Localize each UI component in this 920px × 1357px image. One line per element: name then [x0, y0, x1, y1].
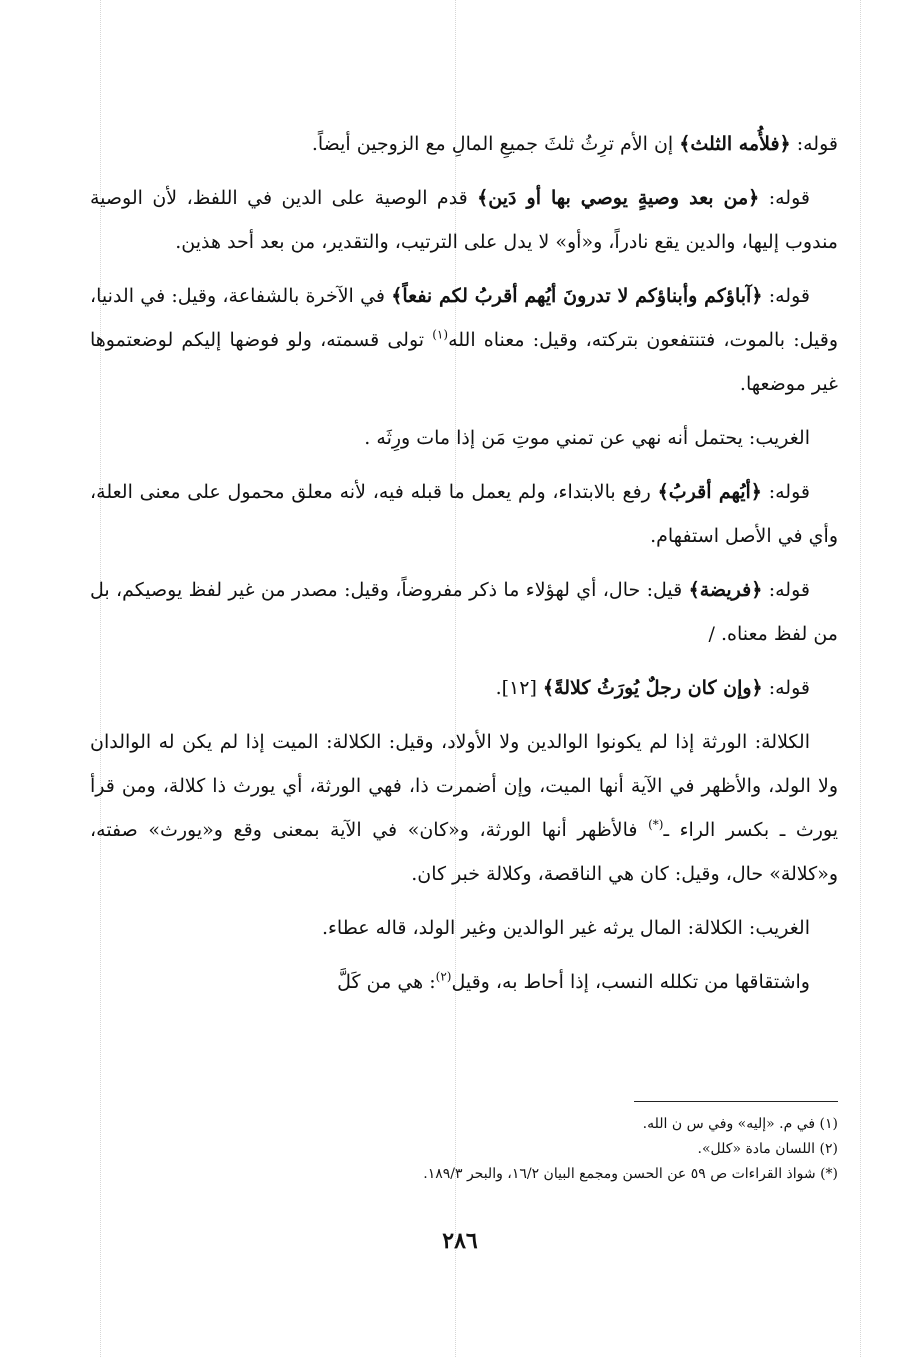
main-text: [90, 122, 838, 1014]
paragraph-3: [90, 274, 838, 406]
paragraph-text: إن الأم ترِثُ ثلثَ جميعِ المالِ مع الزوجين أيضاً.: [311, 133, 680, 155]
paragraph-9: [90, 906, 838, 950]
footnote-ref-1[interactable]: (١): [432, 327, 449, 342]
paragraph-lead: الكلالة:: [747, 731, 810, 753]
paragraph-5: [90, 470, 838, 558]
scan-dotted-line: [860, 0, 861, 1357]
footnote-2: (٢) اللسان مادة «كلل».: [697, 1141, 838, 1157]
paragraph-text: يحتمل أنه نهي عن تمني موتِ مَن إذا مات ورِثَه .: [364, 427, 743, 449]
paragraph-text: الورثة إذا لم يكونوا الوالدين ولا الأولاد، وقيل: الكلالة: الميت إذا لم يكن له الوالدان ولا الولد، والأظهر في الآية أنها الميت، وإن أضمرت ذا، فهي الورثة، أي يورث ذا كلالة، ومن قرأ يورث ـ بكسر الراء ـ: [90, 731, 839, 841]
quran-quote: ﴿أيُهم أقربُ﴾: [657, 481, 762, 503]
paragraph-text: [١٢].: [495, 677, 543, 699]
paragraph-text: قدم الوصية على الدين في اللفظ، لأن الوصية مندوب إليها، والدين يقع نادراً، و«أو» لا يدل على الترتيب، والتقدير، من بعد أحد هذين.: [90, 187, 838, 253]
paragraph-text-continued: فالأظهر أنها الورثة، و«كان» في الآية بمعنى وقع و«يورث» صفته، و«كلالة» حال، وقيل: كان هي الناقصة، وكلالة خبر كان.: [90, 819, 838, 885]
paragraph-10: [90, 960, 838, 1004]
quran-quote: ﴿وإن كان رجلٌ يُورَثُ كلالةً﴾: [542, 677, 763, 699]
footnote-ref-star[interactable]: (*): [648, 817, 664, 832]
paragraph-7: [90, 666, 838, 710]
paragraph-text: قيل: حال، أي لهؤلاء ما ذكر مفروضاً، وقيل: مصدر من غير لفظ يوصيكم، بل من لفظ معناه. /: [90, 579, 838, 645]
quran-quote: ﴿آباؤكم وأبناؤكم لا تدرونَ أيُهم أقربُ لكم نفعاً﴾: [391, 285, 763, 307]
paragraph-text: الكلالة: المال يرثه غير الوالدين وغير الولد، قاله عطاء.: [321, 917, 743, 939]
paragraph-2: [90, 176, 838, 264]
footnote-ref-2[interactable]: (٢): [435, 969, 452, 984]
paragraph-8: [90, 720, 838, 896]
paragraph-1: [90, 122, 838, 166]
paragraph-4: [90, 416, 838, 460]
footnote-separator: [634, 1101, 838, 1102]
footnote-star: (*) شواذ القراءات ص ٥٩ عن الحسن ومجمع البيان ١٦/٢، والبحر ١٨٩/٣.: [423, 1166, 838, 1182]
paragraph-lead: قوله:: [761, 481, 810, 503]
quran-quote: ﴿فريضة﴾: [688, 579, 763, 601]
page-number: ٢٨٦: [442, 1228, 478, 1254]
paragraph-lead: قوله:: [790, 133, 838, 155]
paragraph-lead: قوله:: [762, 579, 810, 601]
paragraph-lead: الغريب:: [742, 917, 810, 939]
paragraph-text-continued: : هي من كَلَّ: [337, 971, 436, 993]
paragraph-lead: قوله:: [762, 677, 810, 699]
paragraph-lead: الغريب:: [742, 427, 810, 449]
paragraph-lead: قوله:: [762, 285, 810, 307]
paragraph-text-continued: تولى قسمته، ولو فوضها إليكم لوضعتموها غير موضعها.: [90, 329, 838, 395]
footnotes: [90, 1112, 838, 1187]
quran-quote: ﴿فلأُمه الثلث﴾: [679, 133, 791, 155]
paragraph-text: في الآخرة بالشفاعة، وقيل: في الدنيا، وقيل: بالموت، فتنتفعون بتركته، وقيل: معناه الله: [90, 285, 838, 351]
paragraph-lead: قوله:: [759, 187, 810, 209]
paragraph-text: رفع بالابتداء، ولم يعمل ما قبله فيه، لأنه معلق محمول على معنى العلة، وأي في الأصل استفهام.: [90, 481, 838, 547]
paragraph-text: واشتقاقها من تكلله النسب، إذا أحاط به، وقيل: [451, 971, 810, 993]
paragraph-6: [90, 568, 838, 656]
footnote-1: (١) في م. «إليه» وفي س ن الله.: [642, 1116, 838, 1132]
quran-quote: ﴿من بعد وصيةٍ يوصي بها أو دَين﴾: [477, 187, 760, 209]
